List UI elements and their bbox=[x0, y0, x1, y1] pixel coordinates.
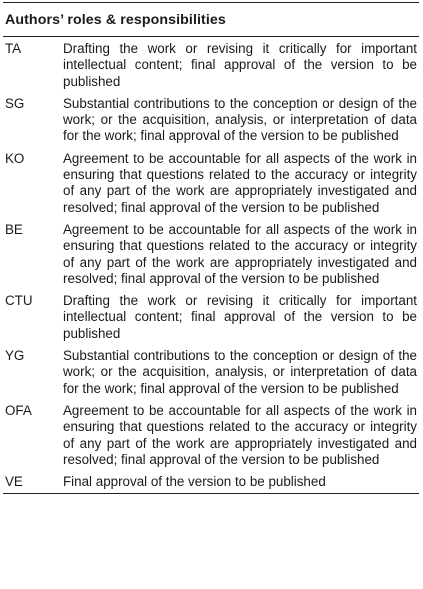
table-row bbox=[3, 293, 419, 342]
table-row bbox=[3, 41, 419, 90]
table-row bbox=[3, 403, 419, 468]
table-row bbox=[3, 474, 419, 490]
table-row bbox=[3, 96, 419, 145]
role-description: Agreement to be accountable for all aspects of the work in ensuring that questions related to the accuracy or integrity of any part of the work are appropriately investigated and resolved; final approval of the version to be published bbox=[63, 150, 417, 215]
role-description: Substantial contributions to the conception or design of the work; or the acquisition, analysis, or interpretation of data for the work; final approval of the version to be published bbox=[63, 95, 417, 144]
table-row bbox=[3, 348, 419, 397]
author-initials: TA bbox=[5, 41, 22, 56]
table-row bbox=[3, 151, 419, 216]
role-description: Final approval of the version to be published bbox=[63, 474, 326, 490]
author-initials: OFA bbox=[5, 402, 32, 418]
author-roles-table bbox=[3, 2, 419, 494]
role-description: Substantial contributions to the conception or design of the work; or the acquisition, analysis, or interpretation of data for the work; final approval of the version to be published bbox=[63, 348, 417, 396]
table-row bbox=[3, 222, 419, 287]
author-initials: YG bbox=[5, 348, 25, 364]
role-description: Drafting the work or revising it critically for important intellectual content; final approval of the version to be published bbox=[63, 41, 417, 89]
author-initials: VE bbox=[5, 474, 23, 490]
role-description: Agreement to be accountable for all aspects of the work in ensuring that questions related to the accuracy or integrity of any part of the work are appropriately investigated and resolved; final approval of the version to be published bbox=[63, 221, 417, 286]
author-initials: CTU bbox=[5, 293, 33, 309]
table-header: Authors’ roles & responsibilities bbox=[5, 11, 226, 28]
table-body bbox=[3, 37, 419, 493]
role-description: Drafting the work or revising it critically for important intellectual content; final approval of the version to be published bbox=[63, 293, 417, 341]
author-initials: KO bbox=[5, 150, 25, 166]
author-initials: BE bbox=[5, 221, 23, 237]
bottom-rule bbox=[3, 493, 419, 494]
author-initials: SG bbox=[5, 95, 25, 111]
role-description: Agreement to be accountable for all aspects of the work in ensuring that questions related to the accuracy or integrity of any part of the work are appropriately investigated and resolved; final approval of the version to be published bbox=[63, 402, 417, 467]
